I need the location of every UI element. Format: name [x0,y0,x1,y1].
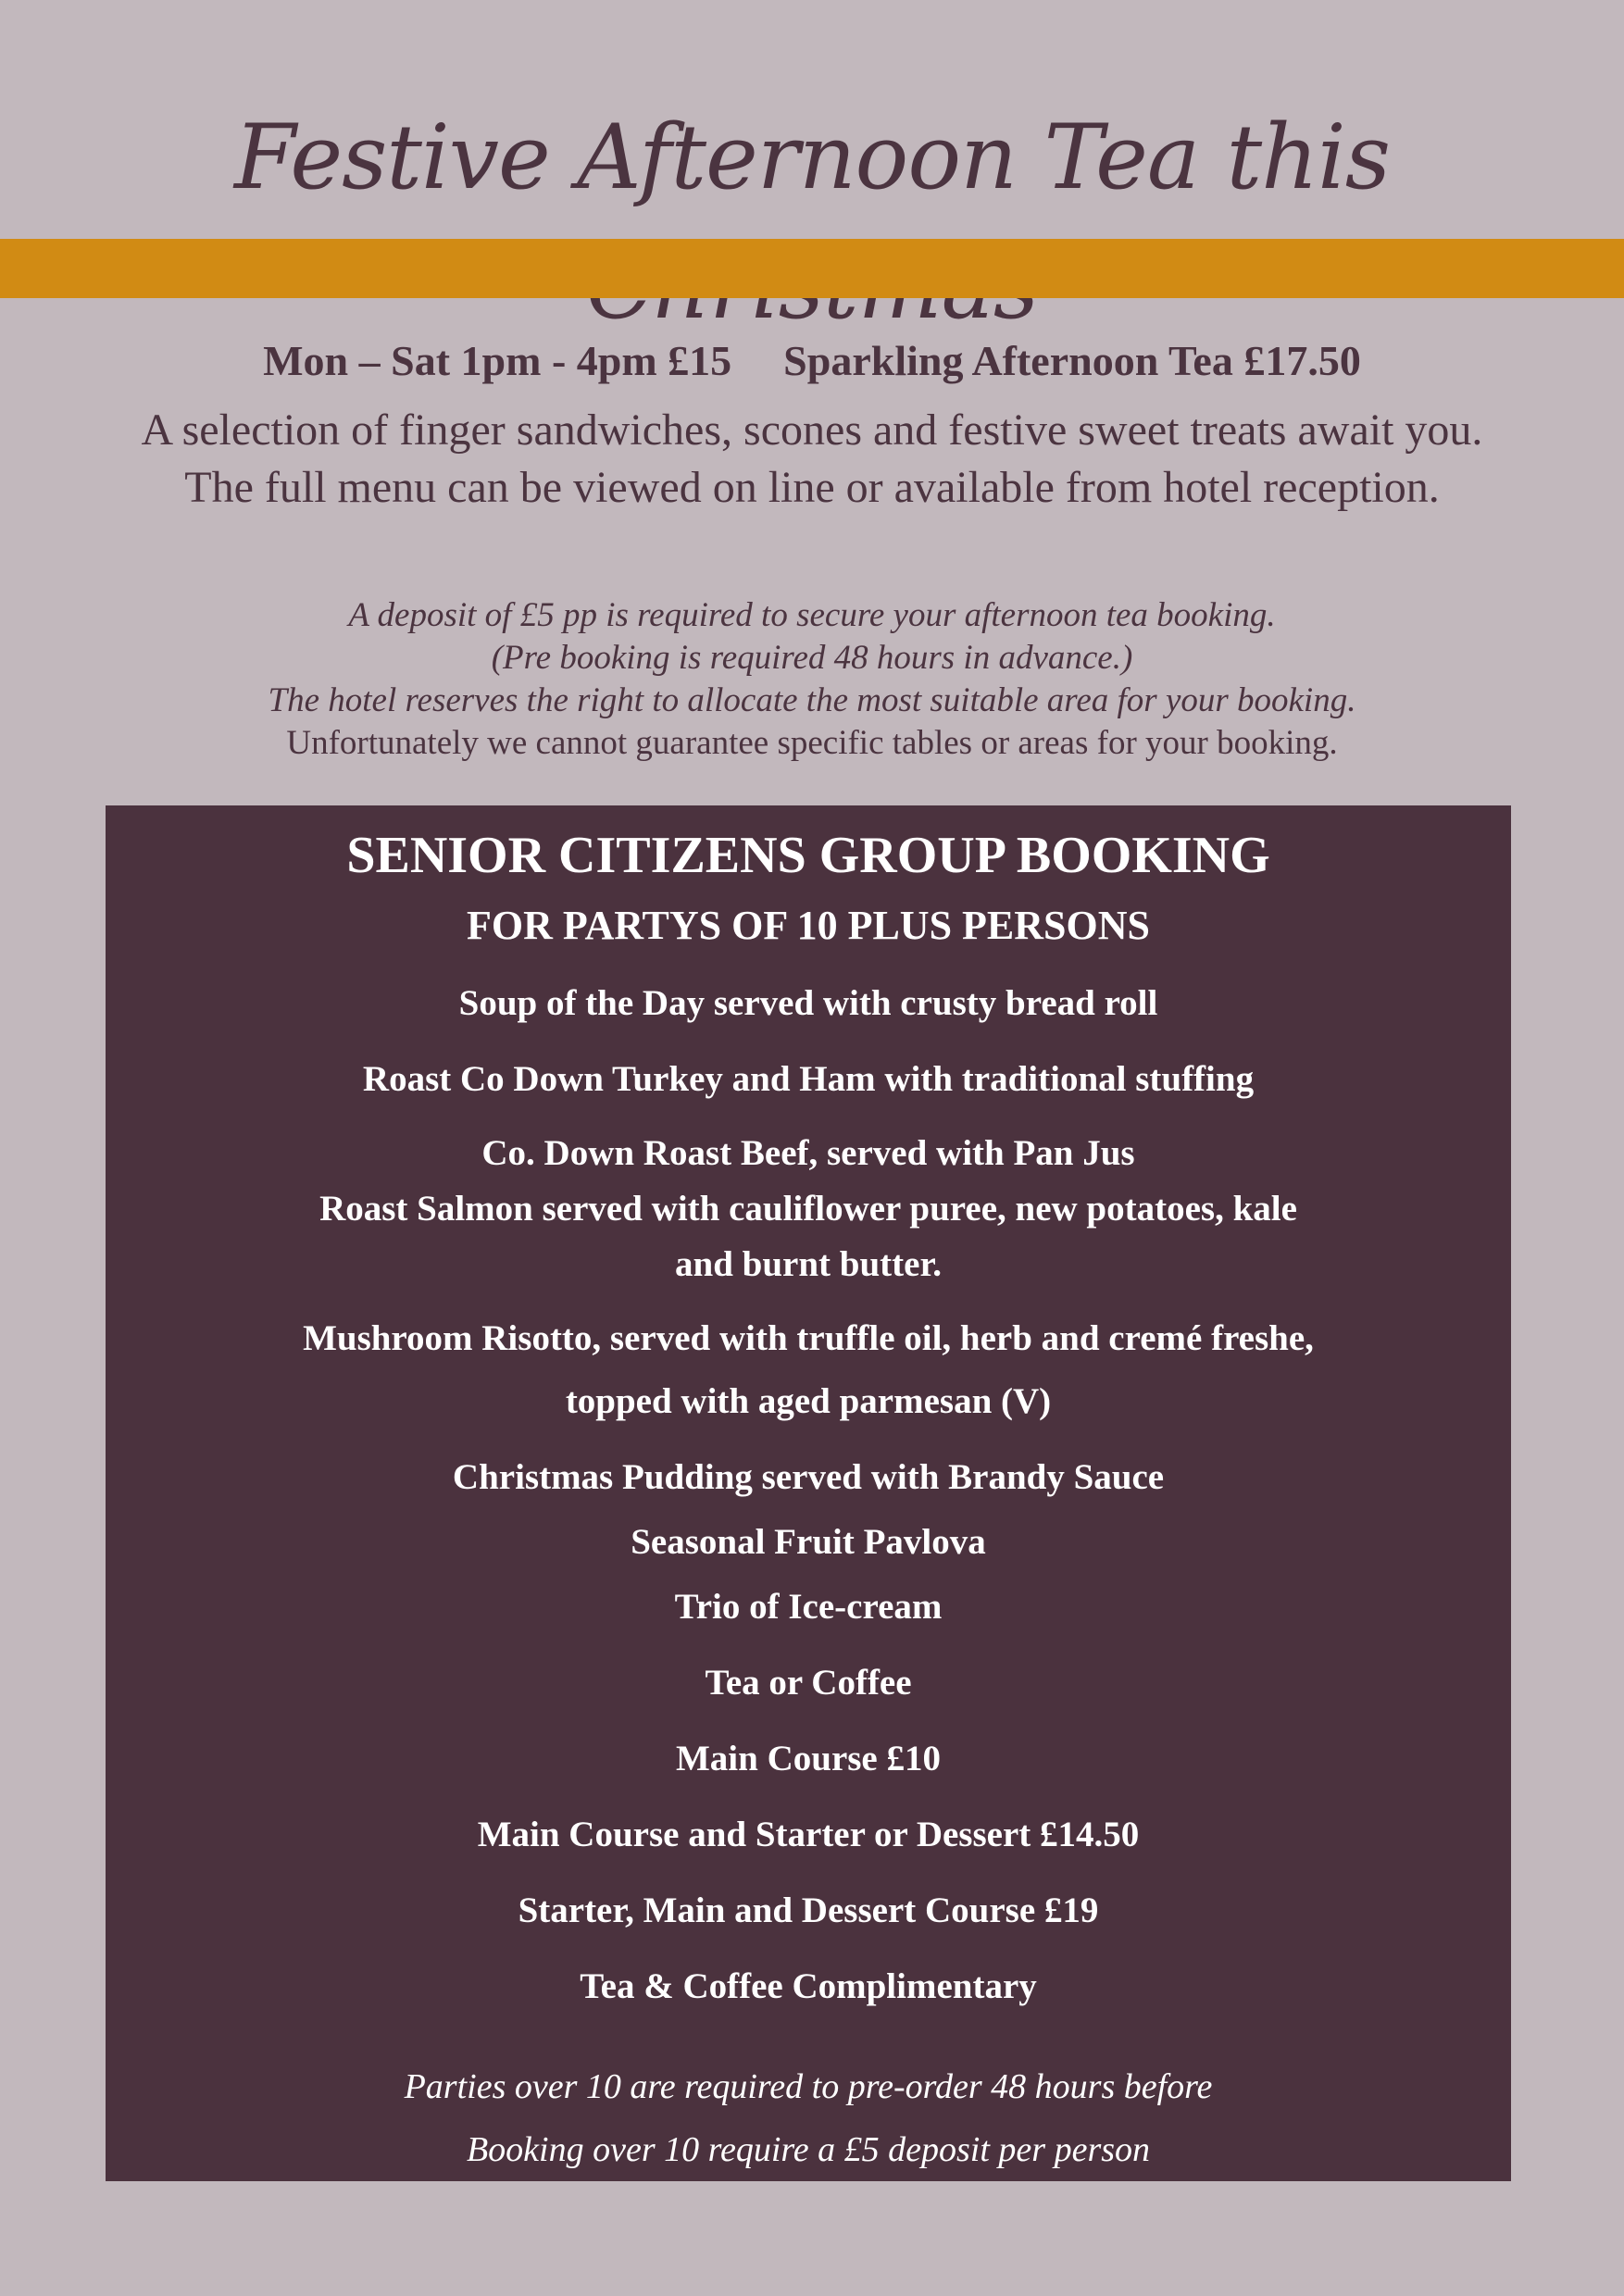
group-heading: SENIOR CITIZENS GROUP BOOKING [346,827,1270,884]
price-line: Tea & Coffee Complimentary [580,1966,1037,2006]
menu-item: Seasonal Fruit Pavlova [631,1522,986,1562]
menu-item: Mushroom Risotto, served with truffle oil, herb and cremé freshe, [303,1318,1314,1358]
menu-item: Trio of Ice-cream [674,1587,943,1627]
booking-notes [93,594,1531,765]
menu-item: Christmas Pudding served with Brandy Sauce [452,1457,1165,1497]
hours-and-prices [0,326,1624,396]
group-subheading: FOR PARTYS OF 10 PLUS PERSONS [467,903,1150,948]
price-line: Starter, Main and Dessert Course £19 [518,1890,1099,1930]
group-footnote: Booking over 10 require a £5 deposit per person [466,2130,1151,2169]
gold-divider-band [0,239,1624,298]
reserve-note: The hotel reserves the right to allocate the most suitable area for your booking. [268,681,1356,719]
weekday-hours-price: Mon – Sat 1pm - 4pm £15 [263,337,732,384]
sparkling-tea-price: Sparkling Afternoon Tea £17.50 [783,337,1361,384]
menu-item: Co. Down Roast Beef, served with Pan Jus [481,1133,1135,1173]
menu-item: Soup of the Day served with crusty bread roll [458,983,1158,1023]
price-line: Main Course and Starter or Dessert £14.50 [477,1815,1140,1854]
page-title: Festive Afternoon Tea this [233,106,1390,209]
deposit-note: A deposit of £5 pp is required to secure your afternoon tea booking. [348,596,1276,634]
group-footnote: Parties over 10 are required to pre-order 48 hours before [404,2067,1213,2106]
menu-item: topped with aged parmesan (V) [565,1381,1052,1421]
group-booking-panel [106,805,1511,2181]
menu-item: Tea or Coffee [705,1663,912,1703]
tables-note: Unfortunately we cannot guarantee specific tables or areas for your booking. [286,724,1338,762]
menu-item: and burnt butter. [675,1244,942,1284]
prebooking-note: (Pre booking is required 48 hours in advance.) [491,639,1133,677]
price-line: Main Course £10 [676,1739,941,1778]
menu-item: Roast Salmon served with cauliflower puree, new potatoes, kale [319,1189,1297,1229]
menu-item: Roast Co Down Turkey and Ham with traditional stuffing [362,1059,1255,1099]
intro-description: A selection of finger sandwiches, scones and festive sweet treats await you. The full menu can be viewed on line or available from hotel reception. [141,406,1483,512]
